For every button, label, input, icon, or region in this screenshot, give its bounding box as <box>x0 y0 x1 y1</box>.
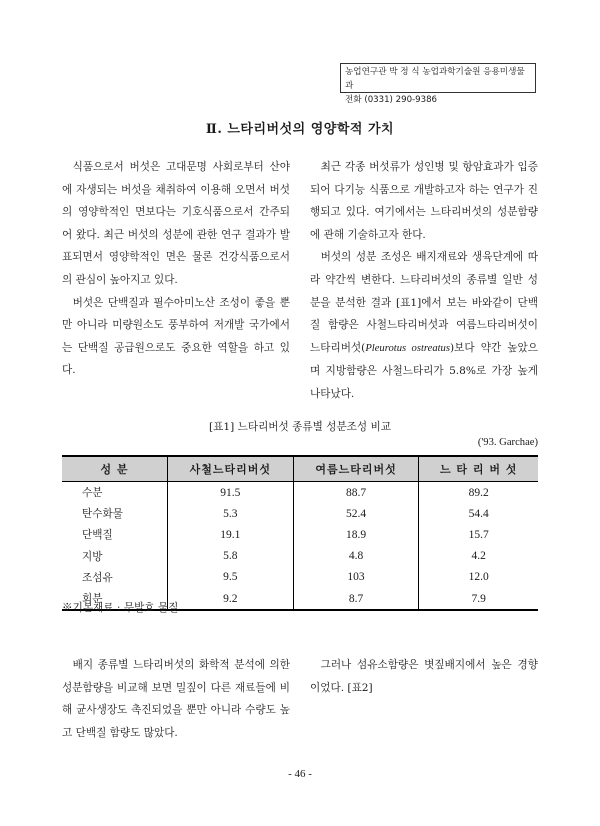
table-cell: 4.2 <box>419 546 538 567</box>
table-row <box>62 524 538 545</box>
row-label: 탄수화물 <box>82 508 123 521</box>
column-header: 사철느타리버섯 <box>168 456 294 482</box>
table-cell: 4.8 <box>293 546 419 567</box>
table-cell: 89.2 <box>419 482 538 504</box>
author-line: 농업연구관 박 정 식 농업과학기술원 응용미생물과 <box>345 67 525 91</box>
table-cell: 91.5 <box>168 482 294 504</box>
table-cell: 19.1 <box>168 524 294 545</box>
contact-line: 전화 (0331) 290-9386 <box>345 95 438 105</box>
column-header: 성 분 <box>62 456 168 482</box>
paragraph: 그러나 섬유소함량은 볏짚배지에서 높은 경향이었다. [표2] <box>310 659 538 694</box>
table-note: ※기본재료 : 무발효 물질 <box>62 602 179 614</box>
table-row <box>62 546 538 567</box>
column-header: 여름느타리버섯 <box>293 456 419 482</box>
section-title: Ⅱ. 느타리버섯의 영양학적 가치 <box>205 122 395 137</box>
table-header-row <box>62 456 538 482</box>
page-number: - 46 - <box>288 768 312 780</box>
table-source: ('93. Garchae) <box>477 437 538 448</box>
table-cell: 18.9 <box>293 524 419 545</box>
species-name: Pleurotus ostreatus <box>365 342 450 354</box>
bottom-left-column <box>62 654 290 744</box>
row-label: 회분 <box>62 588 168 610</box>
text-span: )보다 약간 높았으며 지방함량은 사철느타리가 5.8%로 가장 높게 나타났다. <box>310 341 538 400</box>
column-header: 느 타 리 버 섯 <box>419 456 538 482</box>
table-caption: [표1] 느타리버섯 종류별 성분조성 비교 <box>209 421 391 433</box>
table-cell: 88.7 <box>293 482 419 504</box>
row-label: 단백질 <box>82 529 113 542</box>
table-cell: 7.9 <box>419 588 538 610</box>
table-cell: 9.2 <box>168 588 294 610</box>
text-span: 버섯의 성분 조성은 배지재료와 생육단계에 따라 약간씩 변한다. 느타리버섯의 종류별 일반 성분을 분석한 결과 [표1]에서 보는 바와같이 단백질 함량은 사철느타리버섯과 여름느타리버섯이 느타리버섯( <box>310 251 538 354</box>
bottom-right-column <box>310 654 538 699</box>
paragraph: 버섯은 단백질과 필수아미노산 조성이 좋을 뿐만 아니라 미량원소도 풍부하여 저개발 국가에서는 단백질 공급원으로도 중요한 역할을 하고 있다. <box>62 296 290 377</box>
table-cell: 54.4 <box>419 503 538 524</box>
table-row <box>62 567 538 588</box>
paragraph: 최근 각종 버섯류가 성인병 및 항암효과가 입증되어 다기능 식품으로 개발하고자 하는 연구가 진행되고 있다. 여기에서는 느타리버섯의 성분함량에 관해 기술하고자 한다. <box>310 161 538 241</box>
paragraph: 식품으로서 버섯은 고대문명 사회로부터 산야에 자생되는 버섯을 채취하여 이용해 오면서 버섯의 영양학적인 면보다는 기호식품으로서 간주되어 왔다. 최근 버섯의 성분에 관한 연구 결과가 발표되면서 영양학적인 면은 물론 건강식품으로서의 관심이 높아지고 있다. <box>62 161 290 286</box>
nutrition-table <box>62 455 538 611</box>
table-cell: 8.7 <box>293 588 419 610</box>
table-cell: 12.0 <box>419 567 538 588</box>
table-cell: 5.3 <box>168 503 294 524</box>
table-cell: 52.4 <box>293 503 419 524</box>
table-row <box>62 482 538 504</box>
table-cell: 103 <box>293 567 419 588</box>
table-row <box>62 503 538 524</box>
row-label: 수분 <box>82 487 103 500</box>
table-cell: 5.8 <box>168 546 294 567</box>
left-column <box>62 156 290 382</box>
paragraph: 배지 종류별 느타리버섯의 화학적 분석에 의한 성분함량을 비교해 보면 밀짚이 다른 재료들에 비해 균사생장도 촉진되었을 뿐만 아니라 수량도 높고 단백질 함량도 많았다. <box>62 659 290 739</box>
row-label: 지방 <box>82 550 103 563</box>
author-info-box <box>340 63 536 105</box>
paragraph <box>310 246 538 405</box>
row-label: 조섬유 <box>82 571 113 584</box>
right-column <box>310 156 538 406</box>
table-cell: 15.7 <box>419 524 538 545</box>
table-cell: 9.5 <box>168 567 294 588</box>
